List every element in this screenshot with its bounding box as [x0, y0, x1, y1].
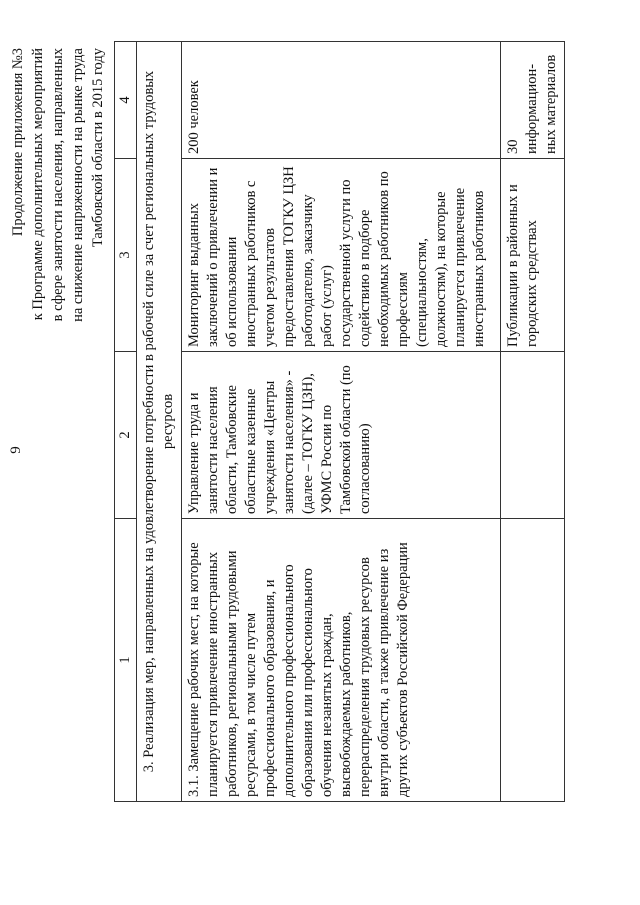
table-row — [501, 42, 565, 802]
column-header-4: 4 — [115, 42, 137, 159]
appendix-header — [8, 48, 108, 378]
measures-table — [114, 41, 565, 802]
activity-cell: Мониторинг выданных заключений о привлечении и об использовании иностранных работников с учетом результатов предоставления ТОГКУ ЦЗН работодателю, заказчику работ (услуг) государственной услуги по содействию в подборе необходимых работников по профессиям (специальностям, должностям), на которые планируется привлечение иностранных работников — [182, 159, 501, 352]
header-line: к Программе дополнительных мероприятий — [30, 48, 46, 321]
column-header-2: 2 — [115, 352, 137, 519]
section-title: 3. Реализация мер, направленных на удовлетворение потребности в рабочей силе за счет региональных трудовых ресурсов — [137, 42, 182, 802]
section-row — [137, 42, 182, 802]
measure-cell: 3.1. Замещение рабочих мест, на которые планируется привлечение иностранных работников, региональными трудовыми ресурсами, в том числе путем профессионального образования, и дополнительного профессионального образования или профессионального обучения незанятых граждан, высвобождаемых работников, перераспределения трудовых ресурсов внутри области, а также привлечение из других субъектов Российской Федерации — [182, 519, 501, 802]
header-line: на снижение напряженности на рынке труда — [70, 48, 86, 322]
indicator-cell: 200 человек — [182, 42, 501, 159]
header-line: Тамбовской области в 2015 году — [90, 48, 106, 248]
indicator-cell: 30 информацион-ных материалов — [501, 42, 565, 159]
column-header-3: 3 — [115, 159, 137, 352]
table-row — [182, 42, 501, 802]
executor-cell — [501, 352, 565, 519]
column-header-1: 1 — [115, 519, 137, 802]
executor-cell: Управление труда и занятости населения области, Тамбовские областные казенные учреждения «Центры занятости населения» - (далее – ТОГКУ ЦЗН), УФМС России по Тамбовской области (по согласованию) — [182, 352, 501, 519]
header-line: в сфере занятости населения, направленных — [50, 48, 66, 322]
header-line: Продолжение приложения №3 — [10, 48, 26, 237]
activity-cell: Публикации в районных и городских средствах — [501, 159, 565, 352]
column-number-row — [115, 42, 137, 802]
measure-cell — [501, 519, 565, 802]
page-number: 9 — [8, 446, 24, 454]
